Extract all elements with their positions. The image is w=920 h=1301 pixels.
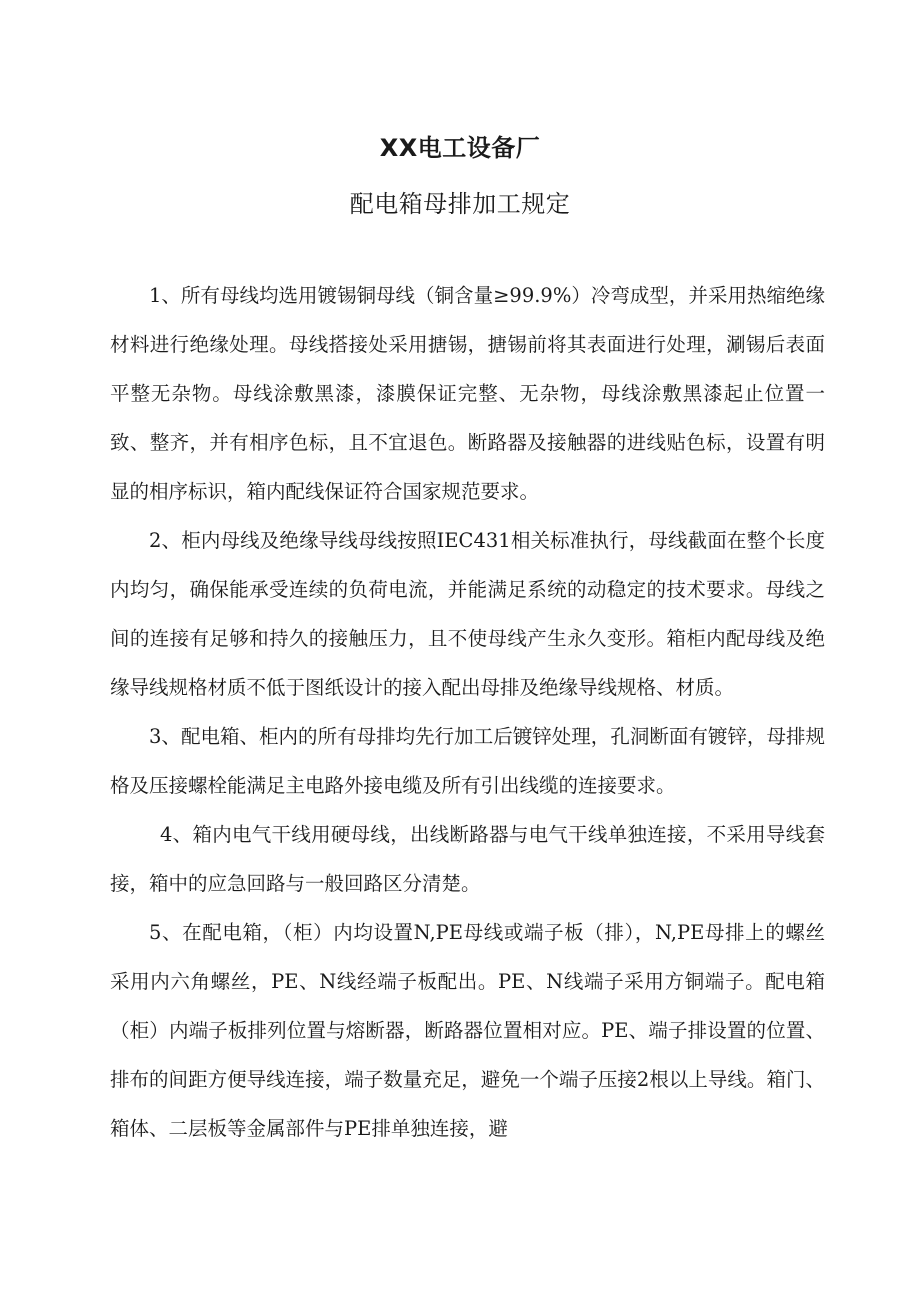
paragraph-4: 4、箱内电气干线用硬母线，出线断路器与电气干线单独连接，不采用导线套接，箱中的应急回路与一般回路区分清楚。 xyxy=(110,823,825,895)
document-body xyxy=(110,271,825,1153)
company-title: XX电工设备厂 xyxy=(379,134,541,162)
paragraph-5: 5、在配电箱，（柜）内均设置N,PE母线或端子板（排），N,PE母排上的螺丝采用内六角螺丝，PE、N线经端子板配出。PE、N线端子采用方铜端子。配电箱（柜）内端子板排列位置与熔断器，断路器位置相对应。PE、端子排设置的位置、排布的间距方便导线连接，端子数量充足，避免一个端子压接2根以上导线。箱门、箱体、二层板等金属部件与PE排单独连接，避 xyxy=(110,921,825,1140)
paragraph-3: 3、配电箱、柜内的所有母排均先行加工后镀锌处理，孔洞断面有镀锌，母排规格及压接螺栓能满足主电路外接电缆及所有引出线缆的连接要求。 xyxy=(110,725,825,797)
paragraph-1: 1、所有母线均选用镀锡铜母线（铜含量≥99.9%）冷弯成型，并采用热缩绝缘材料进行绝缘处理。母线搭接处采用搪锡，搪锡前将其表面进行处理，涮锡后表面平整无杂物。母线涂敷黑漆，漆膜保证完整、无杂物，母线涂敷黑漆起止位置一致、整齐，并有相序色标，且不宜退色。断路器及接触器的进线贴色标，设置有明显的相序标识，箱内配线保证符合国家规范要求。 xyxy=(110,284,825,503)
document-title: 配电箱母排加工规定 xyxy=(349,190,571,218)
paragraph-2: 2、柜内母线及绝缘导线母线按照IEC431相关标准执行，母线截面在整个长度内均匀，确保能承受连续的负荷电流，并能满足系统的动稳定的技术要求。母线之间的连接有足够和持久的接触压力，且不使母线产生永久变形。箱柜内配母线及绝缘导线规格材质不低于图纸设计的接入配出母排及绝缘导线规格、材质。 xyxy=(110,529,825,699)
